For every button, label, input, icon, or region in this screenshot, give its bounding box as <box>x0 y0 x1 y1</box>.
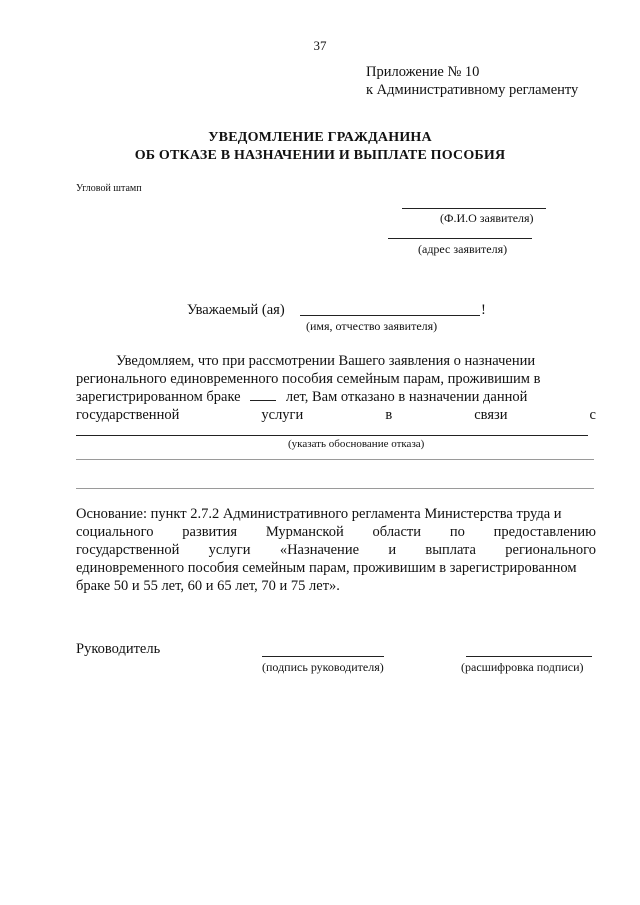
notice-line-2: регионального единовременного пособия семейным парам, проживишим в <box>76 371 541 387</box>
signature-line <box>262 656 384 657</box>
notice-line-3-end: лет, Вам отказано в назначении данной <box>285 389 528 405</box>
greeting-name-caption: (имя, отчество заявителя) <box>306 319 438 333</box>
basis-line-3-word: «Назначение <box>279 542 360 558</box>
greeting-text: Уважаемый (ая) <box>187 302 285 318</box>
notice-line-4-word: связи <box>474 407 508 423</box>
appendix-reference <box>366 63 578 99</box>
notice-line-3 <box>76 388 527 406</box>
basis-line-2-word: социального <box>76 524 154 540</box>
notice-line-4-word: с <box>589 407 596 423</box>
signature-decode-line <box>466 656 592 657</box>
applicant-fio-caption: (Ф.И.О заявителя) <box>440 211 534 225</box>
basis-line-3-word: государственной <box>76 542 180 558</box>
signature-decode-caption: (расшифровка подписи) <box>461 660 584 674</box>
greeting-exclamation: ! <box>481 302 486 318</box>
notice-line-4-word: в <box>385 407 393 423</box>
basis-line-2-word: по <box>449 524 465 540</box>
signatory-role: Руководитель <box>76 641 161 657</box>
page-number: 37 <box>313 38 327 53</box>
marriage-years-blank <box>250 388 276 401</box>
basis-line-2-word: предоставлению <box>493 524 596 540</box>
basis-line-2-word: области <box>372 524 422 540</box>
signature-caption: (подпись руководителя) <box>262 660 384 674</box>
basis-line-2 <box>76 523 596 541</box>
basis-line-2-word: Мурманской <box>265 524 344 540</box>
basis-line-5: браке 50 и 55 лет, 60 и 65 лет, 70 и 75 лет». <box>76 578 340 594</box>
basis-line-1: Основание: пункт 2.7.2 Административного регламента Министерства труда и <box>76 506 562 522</box>
basis-line-3-word: выплата <box>425 542 476 558</box>
greeting-name-line <box>300 315 480 316</box>
refusal-reason-line <box>76 435 588 436</box>
basis-line-3-word: регионального <box>505 542 596 558</box>
appendix-line-2: к Административному регламенту <box>366 82 579 98</box>
applicant-fio-line <box>402 208 546 209</box>
basis-line-3-word: и <box>388 542 397 558</box>
notice-line-4 <box>76 406 596 424</box>
basis-line-4: единовременного пособия семейным парам, проживишим в зарегистрированном <box>76 560 577 576</box>
applicant-address-caption: (адрес заявителя) <box>418 242 508 256</box>
appendix-line-1: Приложение № 10 <box>366 64 480 80</box>
document-title-line-2: ОБ ОТКАЗЕ В НАЗНАЧЕНИИ И ВЫПЛАТЕ ПОСОБИЯ <box>134 148 506 163</box>
document-title-line-1: УВЕДОМЛЕНИЕ ГРАЖДАНИНА <box>208 130 432 145</box>
notice-line-4-word: государственной <box>76 407 180 423</box>
basis-line-3-word: услуги <box>208 542 251 558</box>
refusal-reason-caption: (указать обоснование отказа) <box>288 438 425 450</box>
reason-blank-line-1 <box>76 459 594 460</box>
reason-blank-line-2 <box>76 488 594 489</box>
corner-stamp-label: Угловой штамп <box>76 183 142 194</box>
basis-line-3 <box>76 541 596 559</box>
notice-line-1: Уведомляем, что при рассмотрении Вашего заявления о назначении <box>116 353 536 369</box>
applicant-address-line <box>388 238 532 239</box>
basis-line-2-word: развития <box>182 524 238 540</box>
notice-line-3-start: зарегистрированном браке <box>76 389 241 405</box>
notice-line-4-word: услуги <box>261 407 304 423</box>
